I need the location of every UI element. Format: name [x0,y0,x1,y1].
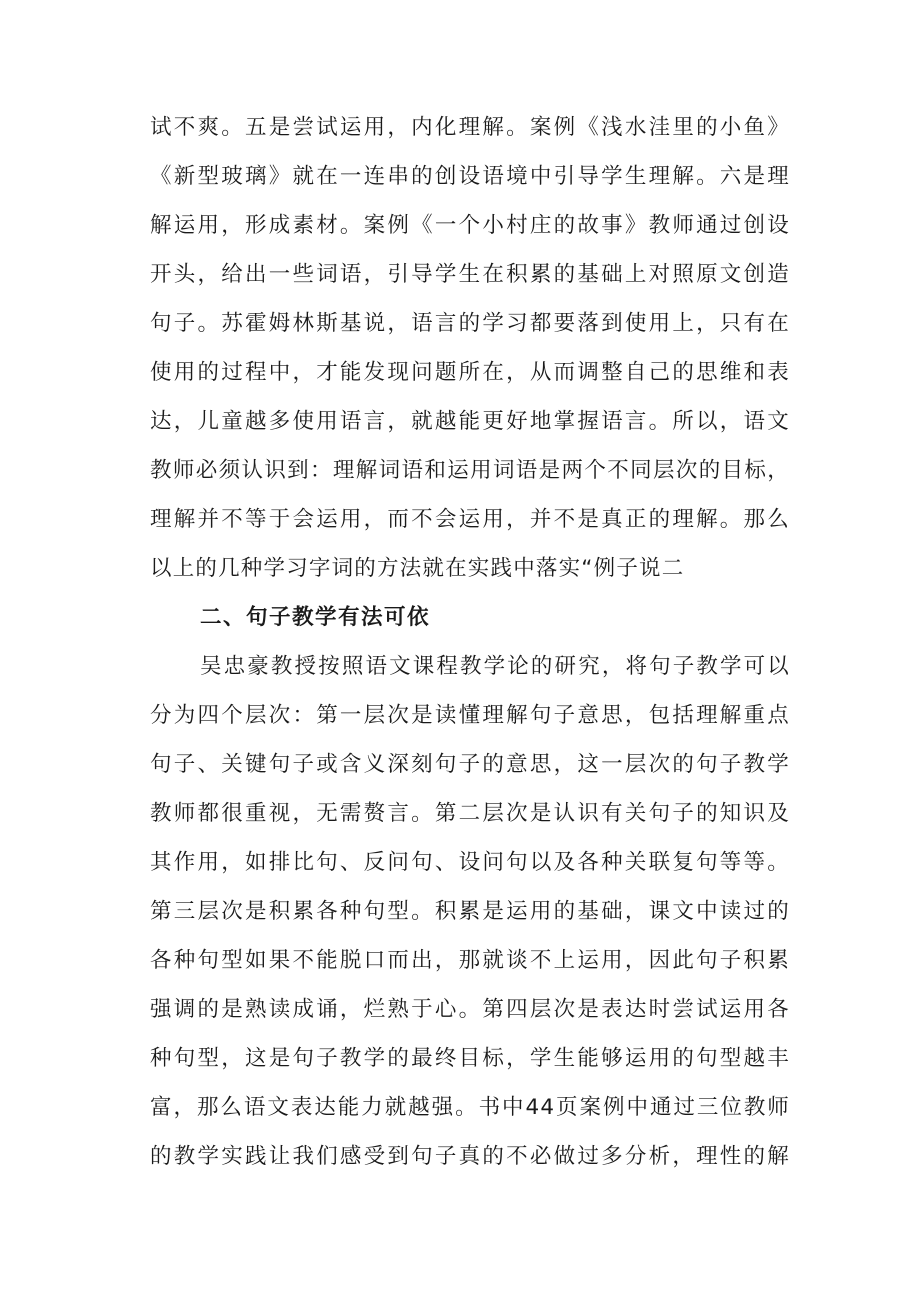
paragraph-line: 吴忠豪教授按照语文课程教学论的研究，将句子教学可以 [200,654,790,679]
section-heading: 二、句子教学有法可依 [200,605,431,630]
paragraph-line: 《新型玻璃》就在一连串的创设语境中引导学生理解。六是理 [150,164,790,189]
paragraph-line: 强调的是熟读成诵，烂熟于心。第四层次是表达时尝试运用各 [150,997,790,1022]
paragraph-line: 解运用，形成素材。案例《一个小村庄的故事》教师通过创设 [150,213,790,238]
paragraph-line: 句子、关键句子或含义深刻句子的意思，这一层次的句子教学 [150,752,790,777]
paragraph-line: 开头，给出一些词语，引导学生在积累的基础上对照原文创造 [150,262,790,287]
paragraph-line: 富，那么语文表达能力就越强。书中44页案例中通过三位教师 [150,1095,790,1120]
paragraph-line: 达，儿童越多使用语言，就越能更好地掌握语言。所以，语文 [150,409,790,434]
paragraph-line: 理解并不等于会运用，而不会运用，并不是真正的理解。那么 [150,507,790,532]
paragraph-line: 使用的过程中，才能发现问题所在，从而调整自己的思维和表 [150,360,790,385]
paragraph-line: 其作用，如排比句、反问句、设问句以及各种关联复句等等。 [150,850,790,875]
paragraph-line: 教师必须认识到：理解词语和运用词语是两个不同层次的目标， [150,458,790,483]
paragraph-line: 句子。苏霍姆林斯基说，语言的学习都要落到使用上，只有在 [150,311,790,336]
paragraph-line: 的教学实践让我们感受到句子真的不必做过多分析，理性的解 [150,1144,790,1169]
paragraph-line: 各种句型如果不能脱口而出，那就谈不上运用，因此句子积累 [150,948,790,973]
paragraph-line: 种句型，这是句子教学的最终目标，学生能够运用的句型越丰 [150,1046,790,1071]
paragraph-line: 分为四个层次：第一层次是读懂理解句子意思，包括理解重点 [150,703,790,728]
paragraph-line: 第三层次是积累各种句型。积累是运用的基础，课文中读过的 [150,899,790,924]
paragraph-line: 以上的几种学习字词的方法就在实践中落实“例子说二 [150,556,685,581]
paragraph-line: 教师都很重视，无需赘言。第二层次是认识有关句子的知识及 [150,801,790,826]
paragraph-line: 试不爽。五是尝试运用，内化理解。案例《浅水洼里的小鱼》 [150,115,790,140]
